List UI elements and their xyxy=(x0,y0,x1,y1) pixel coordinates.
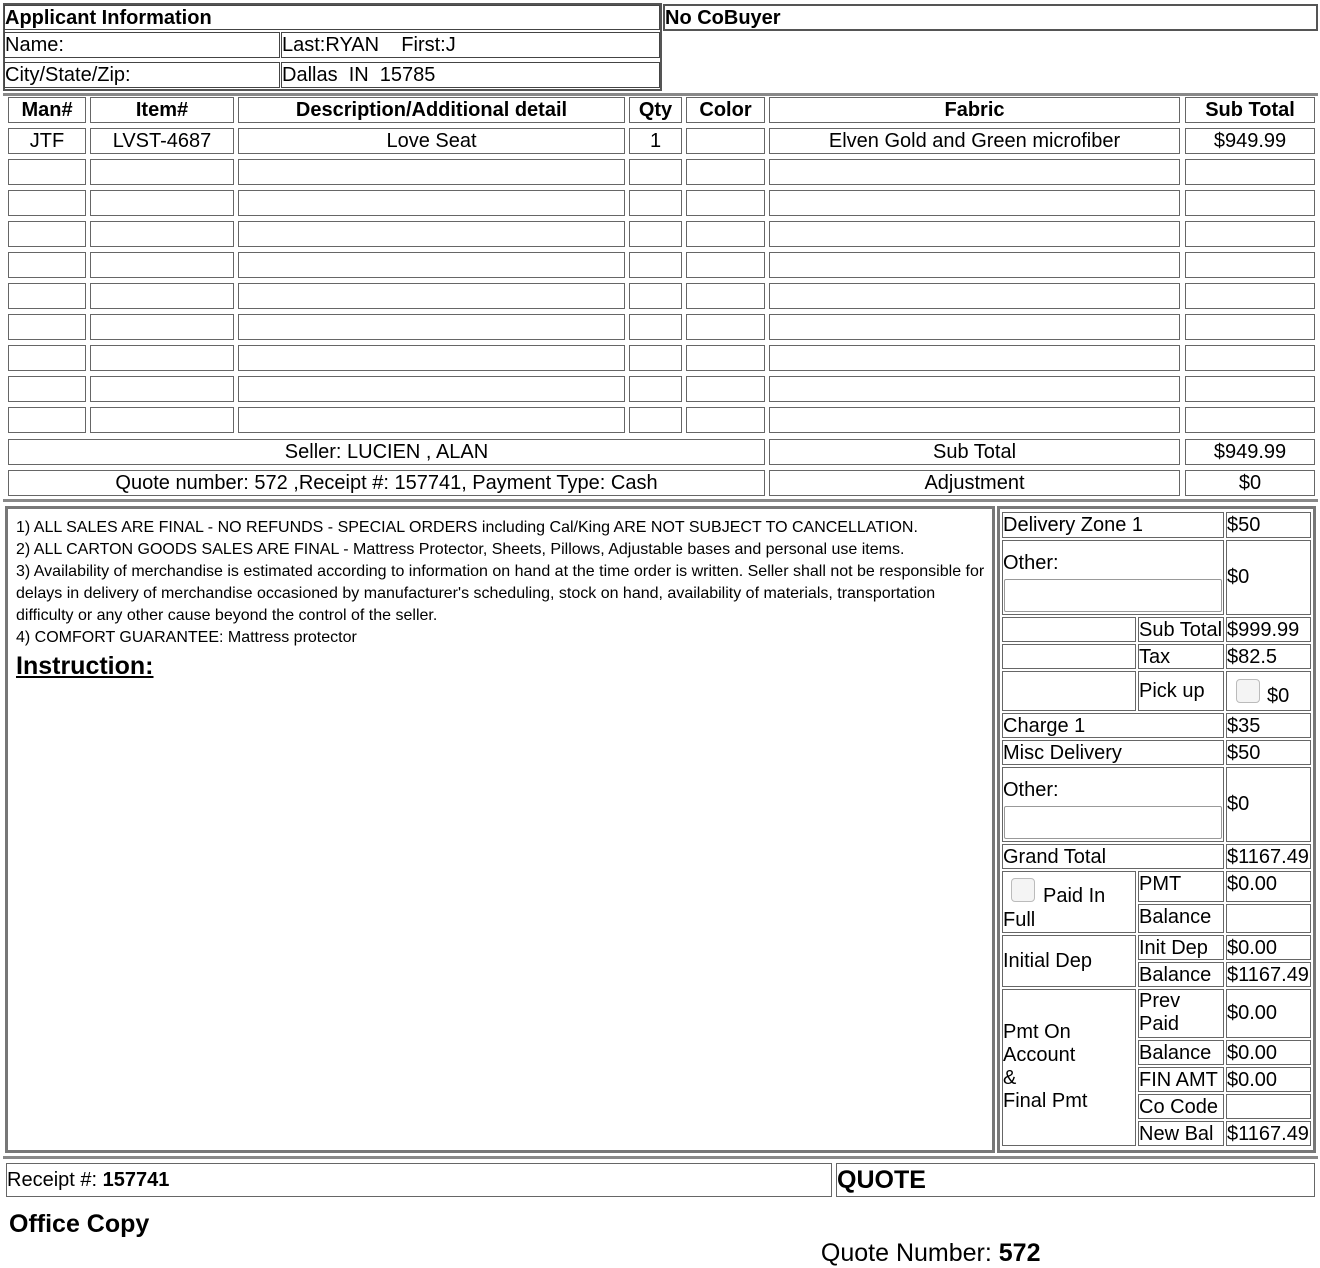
pmt-value: $0.00 xyxy=(1226,871,1311,902)
item-cell-description: Love Seat xyxy=(238,128,625,154)
item-cell-man xyxy=(8,221,86,247)
new-bal-value: $1167.49 xyxy=(1226,1121,1311,1146)
item-cell-item xyxy=(90,376,234,402)
terms-line-1: 1) ALL SALES ARE FINAL - NO REFUNDS - SPECIAL ORDERS including Cal/King ARE NOT SUBJECT TO CANCELLATION. xyxy=(16,519,918,536)
adjustment-label-cell: Adjustment xyxy=(769,470,1180,496)
other2-input[interactable] xyxy=(1004,806,1222,839)
name-value: Last:RYAN First:J xyxy=(281,32,660,58)
seller-cell: Seller: LUCIEN , ALAN xyxy=(8,439,765,465)
item-cell-description xyxy=(238,345,625,371)
tax-value: $82.5 xyxy=(1226,644,1311,669)
pickup-label: Pick up xyxy=(1138,671,1224,711)
item-cell-fabric xyxy=(769,407,1180,433)
item-cell-description xyxy=(238,283,625,309)
item-cell-fabric xyxy=(769,283,1180,309)
item-cell-fabric xyxy=(769,376,1180,402)
tax-label: Tax xyxy=(1138,644,1224,669)
item-cell-subtotal xyxy=(1185,283,1315,309)
item-cell-man xyxy=(8,376,86,402)
item-cell-qty xyxy=(629,407,682,433)
pickup-cell xyxy=(1226,671,1311,711)
misc-delivery-label: Misc Delivery xyxy=(1002,740,1224,765)
fin-amt-label: FIN AMT xyxy=(1138,1067,1224,1092)
quote-tag: QUOTE xyxy=(836,1163,1315,1197)
item-cell-color xyxy=(686,283,765,309)
item-cell-item xyxy=(90,190,234,216)
item-cell-man xyxy=(8,159,86,185)
item-cell-qty xyxy=(629,159,682,185)
quote-info-cell: Quote number: 572 ,Receipt #: 157741, Payment Type: Cash xyxy=(8,470,765,496)
col-header-man: Man# xyxy=(8,97,86,123)
paid-in-full-checkbox[interactable] xyxy=(1011,878,1035,902)
item-cell-color xyxy=(686,407,765,433)
balance3-label: Balance xyxy=(1138,1040,1224,1065)
item-cell-qty xyxy=(629,221,682,247)
terms-line-2: 2) ALL CARTON GOODS SALES ARE FINAL - Mattress Protector, Sheets, Pillows, Adjustable bases and personal use items. xyxy=(16,541,905,558)
col-header-qty: Qty xyxy=(629,97,682,123)
item-cell-fabric xyxy=(769,314,1180,340)
grand-total-value: $1167.49 xyxy=(1226,844,1311,869)
item-cell-subtotal xyxy=(1185,190,1315,216)
subtotal-value-cell: $949.99 xyxy=(1185,439,1315,465)
item-cell-description xyxy=(238,376,625,402)
other2-value: $0 xyxy=(1226,767,1311,842)
col-header-fabric: Fabric xyxy=(769,97,1180,123)
section-divider xyxy=(3,93,1318,96)
totals-subtotal-label: Sub Total xyxy=(1139,619,1223,641)
receipt-number: 157741 xyxy=(102,1169,170,1191)
prev-paid-line-1: Prev xyxy=(1139,990,1181,1012)
subtotal-blank xyxy=(1002,617,1136,642)
pmt-on-account-line-1: Pmt On xyxy=(1003,1021,1071,1043)
pickup-checkbox[interactable] xyxy=(1236,679,1260,703)
item-cell-subtotal xyxy=(1185,252,1315,278)
item-cell-man xyxy=(8,252,86,278)
item-cell-man xyxy=(8,345,86,371)
balance1-label: Balance xyxy=(1138,904,1224,933)
balance2-label: Balance xyxy=(1138,962,1224,987)
charge1-value: $35 xyxy=(1226,713,1311,738)
terms-line-3: 3) Availability of merchandise is estimated according to information on hand at the time order is written. Seller shall not be responsible for delays in delivery of merchandise occasioned by manufacturer's scheduling, stock on hand, availability of materials, transportation difficulty or any other cause beyond the control of the seller. xyxy=(16,563,985,624)
section-divider-3 xyxy=(3,1156,1318,1159)
item-cell-man xyxy=(8,190,86,216)
item-cell-qty xyxy=(629,190,682,216)
co-code-label: Co Code xyxy=(1138,1094,1224,1119)
init-dep-value: $0.00 xyxy=(1226,935,1311,960)
pmt-on-account-line-3: & xyxy=(1003,1067,1017,1089)
new-bal-label: New Bal xyxy=(1138,1121,1224,1146)
item-cell-qty xyxy=(629,376,682,402)
col-header-subtotal: Sub Total xyxy=(1185,97,1315,123)
item-cell-fabric xyxy=(769,221,1180,247)
col-header-description: Description/Additional detail xyxy=(238,97,625,123)
city-value: Dallas IN 15785 xyxy=(281,62,660,88)
item-cell-item xyxy=(90,252,234,278)
section-divider-2 xyxy=(3,499,1318,502)
pickup-blank xyxy=(1002,671,1136,711)
receipt-cell xyxy=(6,1163,832,1197)
item-cell-qty xyxy=(629,314,682,340)
item-cell-description xyxy=(238,190,625,216)
item-cell-fabric xyxy=(769,190,1180,216)
item-cell-color xyxy=(686,190,765,216)
item-cell-fabric xyxy=(769,345,1180,371)
pmt-label: PMT xyxy=(1138,871,1224,902)
item-cell-fabric xyxy=(769,252,1180,278)
item-cell-item: LVST-4687 xyxy=(90,128,234,154)
terms-line-4: 4) COMFORT GUARANTEE: Mattress protector xyxy=(16,629,357,646)
city-label: City/State/Zip: xyxy=(4,62,280,88)
item-cell-description xyxy=(238,407,625,433)
paid-in-full-label: Paid In xyxy=(1043,885,1106,907)
delivery-zone-label: Delivery Zone 1 xyxy=(1002,512,1224,538)
item-cell-subtotal xyxy=(1185,314,1315,340)
item-cell-item xyxy=(90,345,234,371)
prev-paid-value: $0.00 xyxy=(1226,989,1311,1038)
paid-in-full-cell xyxy=(1002,871,1136,933)
prev-paid-line-2: Paid xyxy=(1139,1013,1180,1035)
balance3-value: $0.00 xyxy=(1226,1040,1311,1065)
other2-label: Other: xyxy=(1003,779,1059,801)
delivery-zone-value: $50 xyxy=(1226,512,1311,538)
item-cell-man xyxy=(8,283,86,309)
name-label: Name: xyxy=(4,32,280,58)
other1-input[interactable] xyxy=(1004,579,1222,612)
balance2-value: $1167.49 xyxy=(1226,962,1311,987)
item-cell-subtotal xyxy=(1185,345,1315,371)
init-dep-label: Init Dep xyxy=(1138,935,1224,960)
pmt-on-account-line-4: Final Pmt xyxy=(1003,1090,1088,1112)
item-cell-color xyxy=(686,159,765,185)
instruction-heading: Instruction: xyxy=(16,652,154,680)
item-cell-fabric: Elven Gold and Green microfiber xyxy=(769,128,1180,154)
item-cell-item xyxy=(90,314,234,340)
office-copy: Office Copy xyxy=(9,1210,150,1238)
pmt-on-account-line-2: Account xyxy=(1003,1044,1076,1066)
item-cell-color xyxy=(686,252,765,278)
item-cell-subtotal xyxy=(1185,221,1315,247)
item-cell-item xyxy=(90,159,234,185)
receipt-label: Receipt #: xyxy=(7,1169,103,1191)
totals-subtotal-value: $999.99 xyxy=(1226,617,1311,642)
item-cell-man xyxy=(8,314,86,340)
item-cell-item xyxy=(90,283,234,309)
misc-delivery-value: $50 xyxy=(1226,740,1311,765)
item-cell-description xyxy=(238,221,625,247)
item-cell-subtotal xyxy=(1185,376,1315,402)
prev-paid-label xyxy=(1138,989,1224,1038)
item-cell-subtotal xyxy=(1185,407,1315,433)
item-cell-color xyxy=(686,221,765,247)
item-cell-description xyxy=(238,252,625,278)
item-cell-subtotal: $949.99 xyxy=(1185,128,1315,154)
item-cell-description xyxy=(238,314,625,340)
initial-dep-label: Initial Dep xyxy=(1002,935,1136,987)
adjustment-value-cell: $0 xyxy=(1185,470,1315,496)
tax-blank xyxy=(1002,644,1136,669)
item-cell-fabric xyxy=(769,159,1180,185)
co-code-value xyxy=(1226,1094,1311,1119)
item-cell-qty: 1 xyxy=(629,128,682,154)
item-cell-qty xyxy=(629,252,682,278)
charge1-label: Charge 1 xyxy=(1002,713,1224,738)
subtotal-label-cell: Sub Total xyxy=(769,439,1180,465)
col-header-color: Color xyxy=(686,97,765,123)
pickup-value: $0 xyxy=(1267,685,1290,707)
quote-number-footer xyxy=(807,1210,1040,1268)
fin-amt-value: $0.00 xyxy=(1226,1067,1311,1092)
item-cell-color xyxy=(686,314,765,340)
applicant-header: Applicant Information xyxy=(4,5,660,30)
cobuyer-header: No CoBuyer xyxy=(663,4,1318,31)
item-cell-item xyxy=(90,407,234,433)
pmt-on-account-cell xyxy=(1002,989,1136,1146)
grand-total-label: Grand Total xyxy=(1002,844,1224,869)
item-cell-subtotal xyxy=(1185,159,1315,185)
quote-number-label: Quote Number: xyxy=(820,1239,999,1267)
paid-in-full-label-2: Full xyxy=(1003,909,1036,931)
other1-label: Other: xyxy=(1003,552,1059,574)
item-cell-man: JTF xyxy=(8,128,86,154)
col-header-item: Item# xyxy=(90,97,234,123)
item-cell-item xyxy=(90,221,234,247)
item-cell-color xyxy=(686,376,765,402)
quote-number-value: 572 xyxy=(998,1239,1041,1267)
item-cell-description xyxy=(238,159,625,185)
terms-panel xyxy=(5,506,995,1153)
other1-value: $0 xyxy=(1226,540,1311,615)
item-cell-qty xyxy=(629,345,682,371)
item-cell-color xyxy=(686,345,765,371)
item-cell-color xyxy=(686,128,765,154)
item-cell-qty xyxy=(629,283,682,309)
item-cell-man xyxy=(8,407,86,433)
balance1-value xyxy=(1226,904,1311,933)
